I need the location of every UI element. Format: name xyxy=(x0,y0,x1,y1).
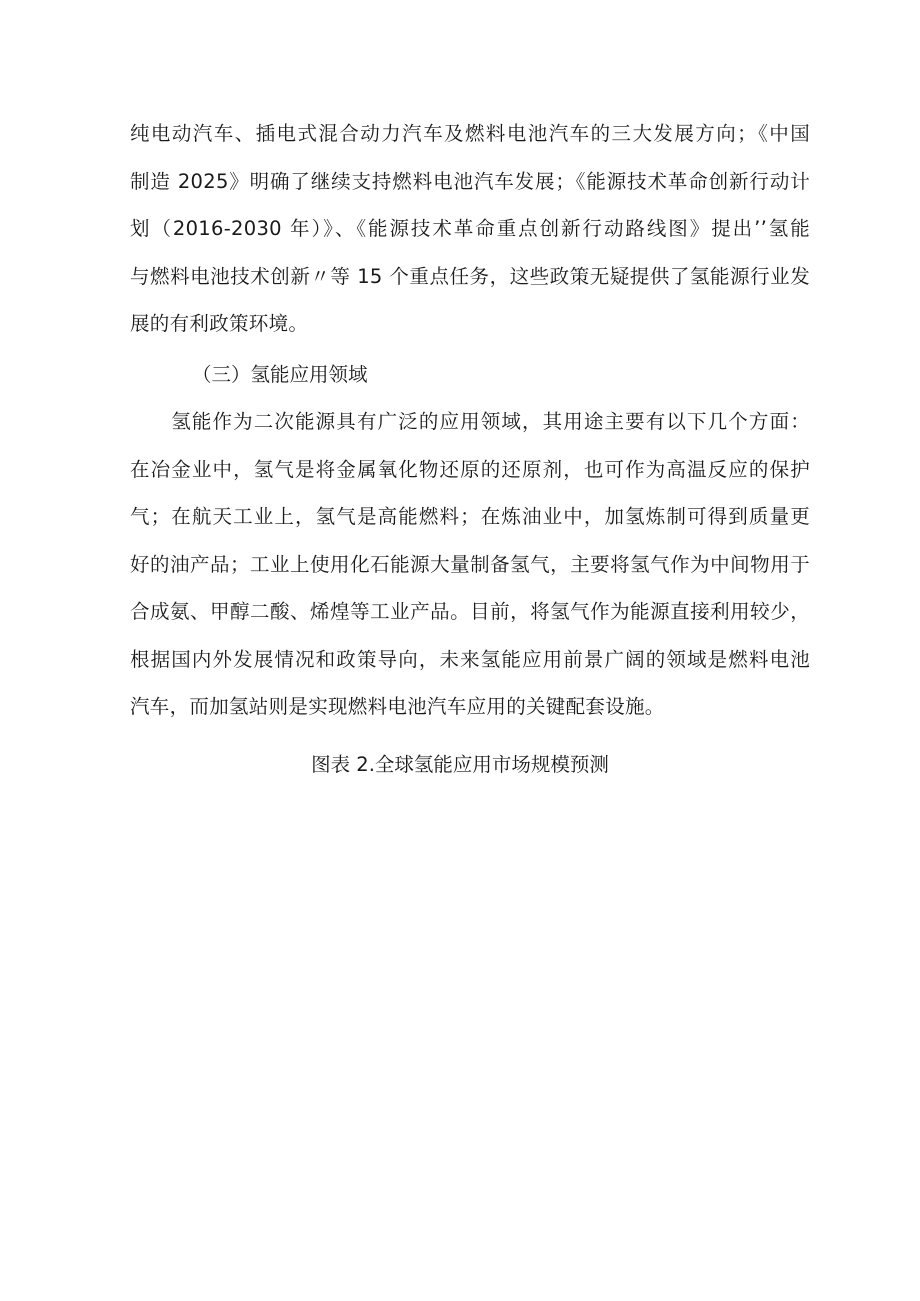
applications-paragraph xyxy=(130,398,810,731)
paragraph-line: 气；在航天工业上，氢气是高能燃料；在炼油业中，加氢炼制可得到质量更 xyxy=(130,505,810,528)
paragraph-line: 制造 2025》明确了继续支持燃料电池汽车发展；《能源技术革命创新行动计 xyxy=(130,169,810,193)
paragraph-line: 合成氨、甲醇二酸、烯煌等工业产品。目前，将氢气作为能源直接利用较少， xyxy=(130,600,810,623)
paragraph-line: 好的油产品；工业上使用化石能源大量制备氢气，主要将氢气作为中间物用于 xyxy=(130,552,810,576)
section-heading: （三）氢能应用领域 xyxy=(192,363,368,386)
paragraph-line: 在冶金业中，氢气是将金属氧化物还原的还原剂，也可作为高温反应的保护 xyxy=(130,457,810,481)
figure-caption: 图表 2.全球氢能应用市场规模预测 xyxy=(311,753,609,776)
paragraph-line: 根据国内外发展情况和政策导向，未来氢能应用前景广阔的领域是燃料电池 xyxy=(130,647,810,671)
paragraph-line: 汽车，而加氢站则是实现燃料电池汽车应用的关键配套设施。 xyxy=(130,695,665,718)
paragraph-line: 纯电动汽车、插电式混合动力汽车及燃料电池汽车的三大发展方向；《中国 xyxy=(130,122,810,145)
policy-paragraph xyxy=(130,110,810,348)
paragraph-line: 氢能作为二次能源具有广泛的应用领域，其用途主要有以下几个方面： xyxy=(130,410,810,433)
paragraph-line: 与燃料电池技术创新〃等 15 个重点任务，这些政策无疑提供了氢能源行业发 xyxy=(130,264,810,288)
paragraph-line: 展的有利政策环境。 xyxy=(130,312,309,335)
paragraph-line: 划（2016-2030 年）》、《能源技术革命重点创新行动路线图》提出’’氢能 xyxy=(130,217,810,240)
